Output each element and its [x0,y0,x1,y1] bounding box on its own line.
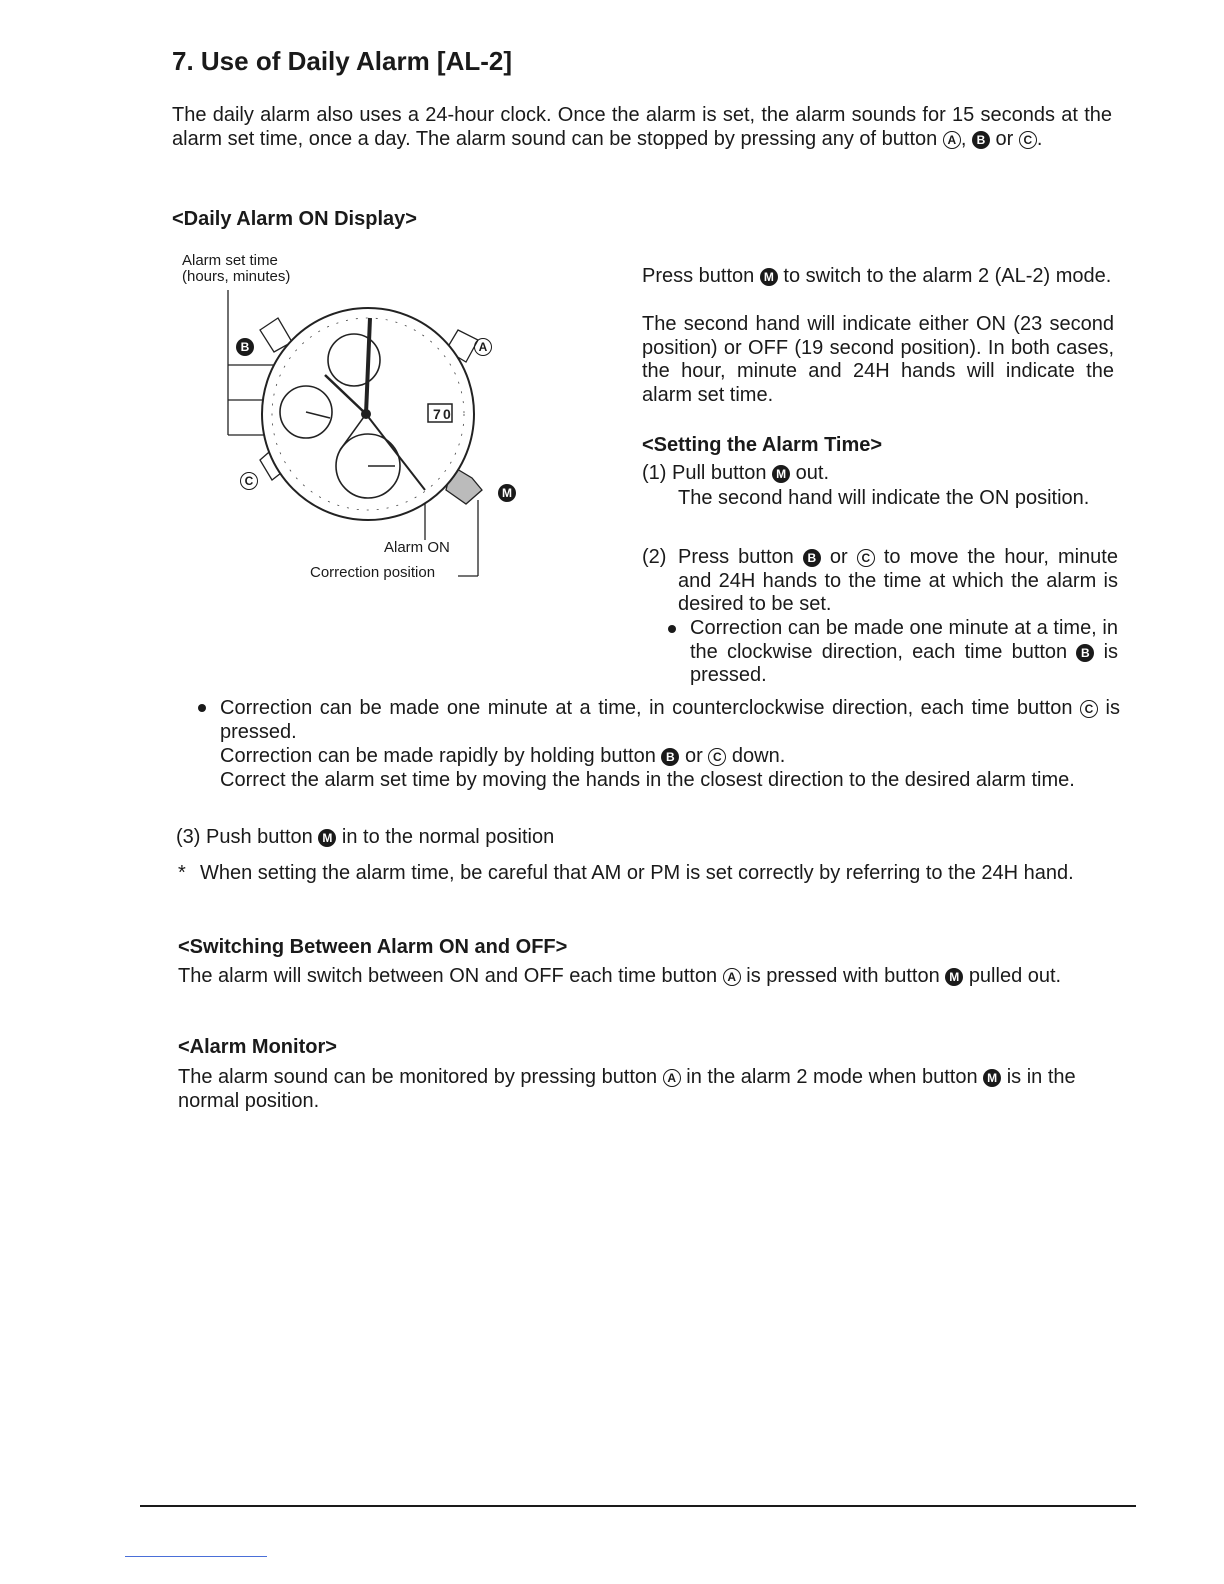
rapid-text-a: Correction can be made rapidly by holding button [220,745,656,767]
correct-closest: Correct the alarm set time by moving the hands in the closest direction to the desired alarm time. [220,769,1075,791]
switching-text-b: is pressed with button [746,965,940,987]
step-1-detail: The second hand will indicate the ON position. [678,487,1090,509]
button-m-icon: M [760,268,778,286]
step-3-text-a: Push button [206,826,313,848]
button-m-icon: M [983,1069,1001,1087]
step-1-text-b: out. [795,462,830,484]
button-m-icon: M [318,829,336,847]
diagram-button-b-icon: B [236,338,254,356]
switching-text-c: pulled out. [968,965,1062,987]
footer-mark [125,1556,267,1557]
step-1 [642,462,1118,486]
button-c-icon: C [1019,131,1037,149]
section-heading-on-display: <Daily Alarm ON Display> [172,208,417,230]
page-title: 7. Use of Daily Alarm [AL-2] [172,46,513,76]
button-c-icon: C [1080,700,1098,718]
rapid-text-c: down. [731,745,786,767]
bullet-2-text-b: is pressed. [220,697,1120,743]
label-alarm-on: Alarm ON [384,539,450,556]
rapid-or: or [684,745,703,767]
right-col-p2: The second hand will indicate either ON (23 second position) or OFF (19 second position). In both cases, the hour, minute and 24H hands will indicate the alarm set time. [642,313,1114,406]
bullet-dot-1 [668,625,676,633]
button-a-icon: A [723,968,741,986]
switch-text: to switch to the alarm 2 (AL-2) mode. [783,265,1112,287]
diagram-button-m-icon: M [498,484,516,502]
label-alarm-set-time-line1: Alarm set time [182,252,278,269]
dial-date-digit-2: 0 [443,406,451,422]
monitor-text-a: The alarm sound can be monitored by pressing button [178,1066,658,1088]
label-alarm-set-time-line2: (hours, minutes) [182,268,291,285]
bullet-2 [220,697,1120,744]
step-1-text-a: Pull button [672,462,767,484]
bullet-1-text-a: Correction can be made one minute at a time, in the clockwise direction, each time button [690,617,1118,663]
diagram-button-c-icon: C [240,472,258,490]
bullet-2-text-a: Correction can be made one minute at a time, in counterclockwise direction, each time button [220,697,1073,719]
monitor-text-c: is in the normal position. [178,1066,1076,1112]
step-3-text-b: in to the normal position [341,826,555,848]
watch-diagram [220,280,520,600]
switching-text-a: The alarm will switch between ON and OFF each time button [178,965,718,987]
label-correction-position: Correction position [310,564,436,581]
monitor-paragraph [178,1066,1128,1113]
button-b-icon: B [803,549,821,567]
button-m-icon: M [772,465,790,483]
button-m-icon: M [945,968,963,986]
step-2-num: (2) [642,546,667,568]
button-b-icon: B [661,748,679,766]
heading-switching: <Switching Between Alarm ON and OFF> [178,936,568,958]
button-b-icon: B [972,131,990,149]
step-2-text-a: Press button [678,546,794,568]
button-b-icon: B [1076,644,1094,662]
heading-setting-alarm: <Setting the Alarm Time> [642,434,883,456]
footer-rule [140,1505,1136,1507]
monitor-text-b: in the alarm 2 mode when button [686,1066,978,1088]
switching-paragraph [178,965,1124,989]
button-c-icon: C [857,549,875,567]
button-a-icon: A [663,1069,681,1087]
bullet-1-text-b: is pressed. [690,640,1119,686]
heading-alarm-monitor: <Alarm Monitor> [178,1036,337,1058]
step-1-num: (1) [642,462,667,484]
note-mark: * [178,862,186,884]
step-3-num: (3) [176,826,201,848]
intro-text: The daily alarm also uses a 24-hour clock. Once the alarm is set, the alarm sounds for 15 seconds at the alarm set time, once a day. The alarm sound can be stopped by pressing any of button [172,104,1112,150]
step-2-text-c: to move the hour, minute and 24H hands to the time at which the alarm is desired to be set. [678,546,1118,615]
intro-paragraph [172,104,1112,151]
step-3 [176,826,1076,850]
step-2-or: or [829,546,848,568]
bullet-dot-2 [198,704,206,712]
step-2 [678,546,1118,617]
intro-end: . [1036,127,1043,150]
intro-or: or [995,127,1014,150]
diagram-button-a-icon: A [474,338,492,356]
button-c-icon: C [708,748,726,766]
right-col-p1 [642,265,1114,289]
rapid-correction [220,745,1120,769]
press-button-text: Press button [642,265,755,287]
note-text: When setting the alarm time, be careful that AM or PM is set correctly by referring to the 24H hand. [200,862,1074,884]
bullet-1 [690,617,1118,688]
intro-sep: , [960,127,967,150]
button-a-icon: A [943,131,961,149]
dial-date-digit: 7 [433,406,441,422]
